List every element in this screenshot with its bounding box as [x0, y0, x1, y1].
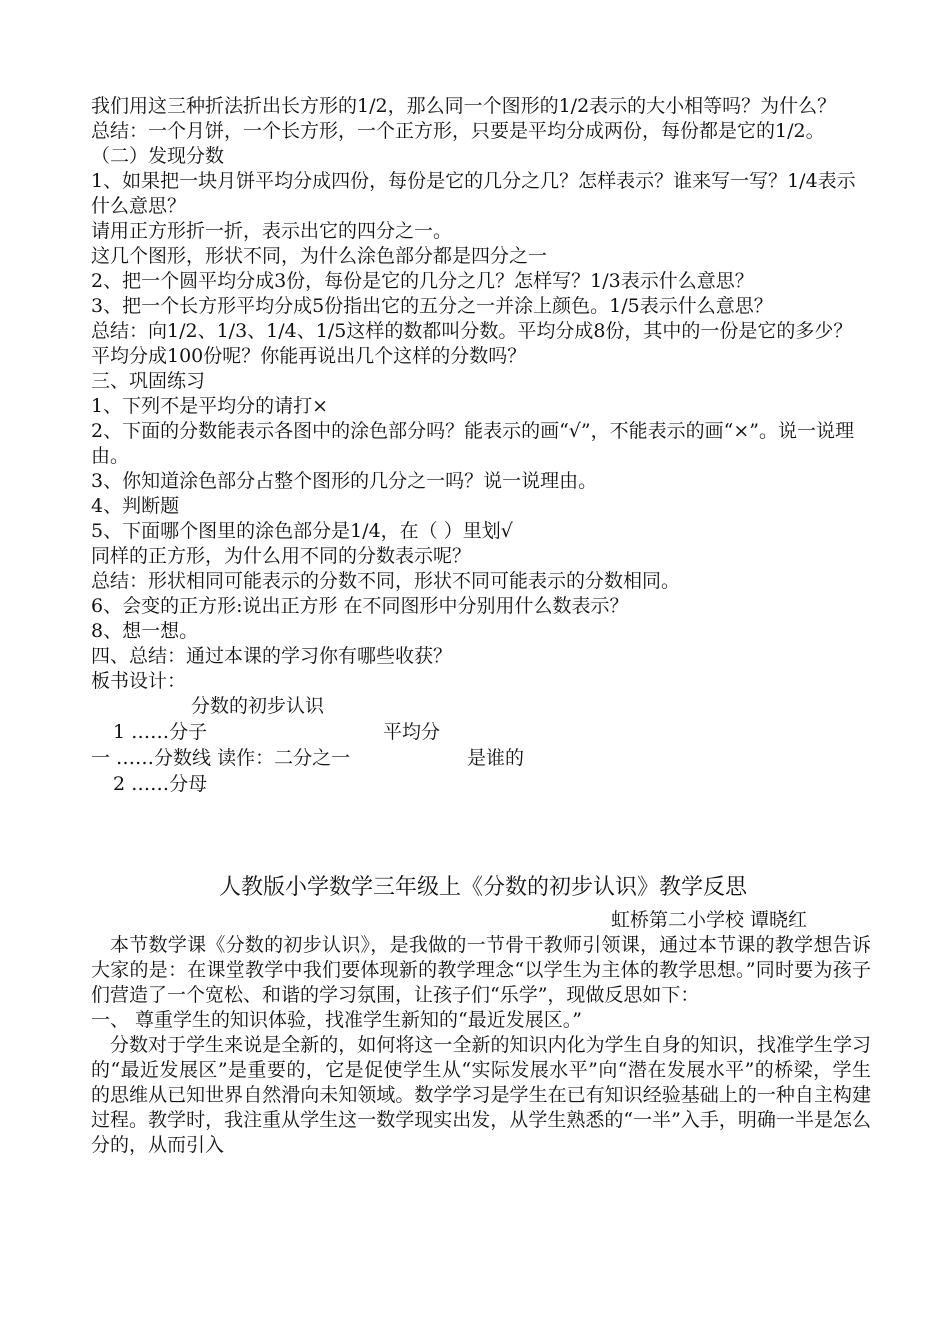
lesson-line-19: 8、想一想。: [91, 620, 199, 642]
board-fraction-line: 一 ……分数线 读作：二分之一: [91, 747, 351, 769]
reflection-paragraph-1: 本节数学课《分数的初步认识》，是我做的一节骨干教师引领课，通过本节课的教学想告诉大家的是：在课堂教学中我们要体现新的教学理念“以学生为主体的教学思想。”同时要为孩子们营造了一个宽松、和谐的学习氛围，让孩子们“乐学”，现做反思如下：: [91, 934, 871, 1006]
reflection-section: [91, 873, 871, 1158]
board-note-whose: 是谁的: [467, 747, 525, 769]
lesson-line-13: 3、你知道涂色部分占整个图形的几分之一吗？说一说理由。: [91, 470, 598, 492]
reflection-heading-1: 一、 尊重学生的知识体验，找准学生新知的“最近发展区。”: [91, 1009, 582, 1031]
reflection-paragraph-2: 分数对于学生来说是全新的，如何将这一全新的知识内化为学生自身的知识，找准学生学习的“最近发展区”是重要的，它是促使学生从“实际发展水平”向“潜在发展水平”的桥梁，学生的思维从已知世界自然滑向未知领域。数学学习是学生在已有知识经验基础上的一种自主构建过程。教学时，我注重从学生这一数学现实出发，从学生熟悉的“一半”入手，明确一半是怎么分的，从而引入: [91, 1034, 871, 1156]
lesson-line-20: 四、总结：通过本课的学习你有哪些收获？: [91, 645, 453, 667]
board-note-average: 平均分: [383, 721, 441, 743]
lesson-line-14: 4、判断题: [91, 495, 180, 517]
lesson-section: [91, 94, 871, 694]
lesson-line-16: 同样的正方形，为什么用不同的分数表示呢？: [91, 545, 472, 567]
lesson-line-11: 1、下列不是平均分的请打×: [91, 395, 329, 417]
lesson-line-2: 总结：一个月饼，一个长方形，一个正方形，只要是平均分成两份，每份都是它的1/2。: [91, 120, 825, 142]
lesson-line-6: 这几个图形，形状不同，为什么涂色部分都是四分之一: [91, 245, 548, 267]
document-page: [91, 94, 871, 1158]
lesson-line-8: 3、把一个长方形平均分成5份指出它的五分之一并涂上颜色。1/5表示什么意思？: [91, 295, 773, 317]
section-gap: [91, 798, 871, 873]
lesson-line-12: 2、下面的分数能表示各图中的涂色部分吗？能表示的画“√”，不能表示的画“×”。说一说理由。: [91, 420, 854, 467]
lesson-line-10: 三、巩固练习: [91, 370, 206, 392]
lesson-line-1: 我们用这三种折法折出长方形的1/2，那么同一个图形的1/2表示的大小相等吗？为什么？: [91, 95, 837, 117]
lesson-line-3: （二）发现分数: [91, 145, 225, 167]
reflection-author: 虹桥第二小学校 谭晓红: [610, 909, 807, 931]
lesson-line-17: 总结：形状相同可能表示的分数不同，形状不同可能表示的分数相同。: [91, 570, 681, 592]
lesson-line-15: 5、下面哪个图里的涂色部分是1/4，在（ ）里划√: [91, 520, 513, 542]
lesson-line-9: 总结：向1/2、1/3、1/4、1/5这样的数都叫分数。平均分成8份，其中的一份是它的多少？平均分成100份呢？你能再说出几个这样的分数吗？: [91, 320, 853, 367]
lesson-line-18: 6、会变的正方形:说出正方形 在不同图形中分别用什么数表示？: [91, 595, 629, 617]
board-denominator-line: 2 ……分母: [113, 773, 208, 795]
lesson-line-21: 板书设计：: [91, 670, 187, 692]
board-design: [91, 694, 871, 798]
reflection-title: 人教版小学数学三年级上《分数的初步认识》教学反思: [218, 875, 747, 900]
board-numerator-line: 1 ……分子: [113, 721, 208, 743]
lesson-line-7: 2、把一个圆平均分成3份，每份是它的几分之几？怎样写？1/3表示什么意思？: [91, 270, 754, 292]
lesson-line-4: 1、如果把一块月饼平均分成四份，每份是它的几分之几？怎样表示？谁来写一写？1/4表示什么意思？: [91, 170, 856, 217]
board-title: 分数的初步认识: [191, 695, 325, 717]
lesson-line-5: 请用正方形折一折，表示出它的四分之一。: [91, 220, 453, 242]
